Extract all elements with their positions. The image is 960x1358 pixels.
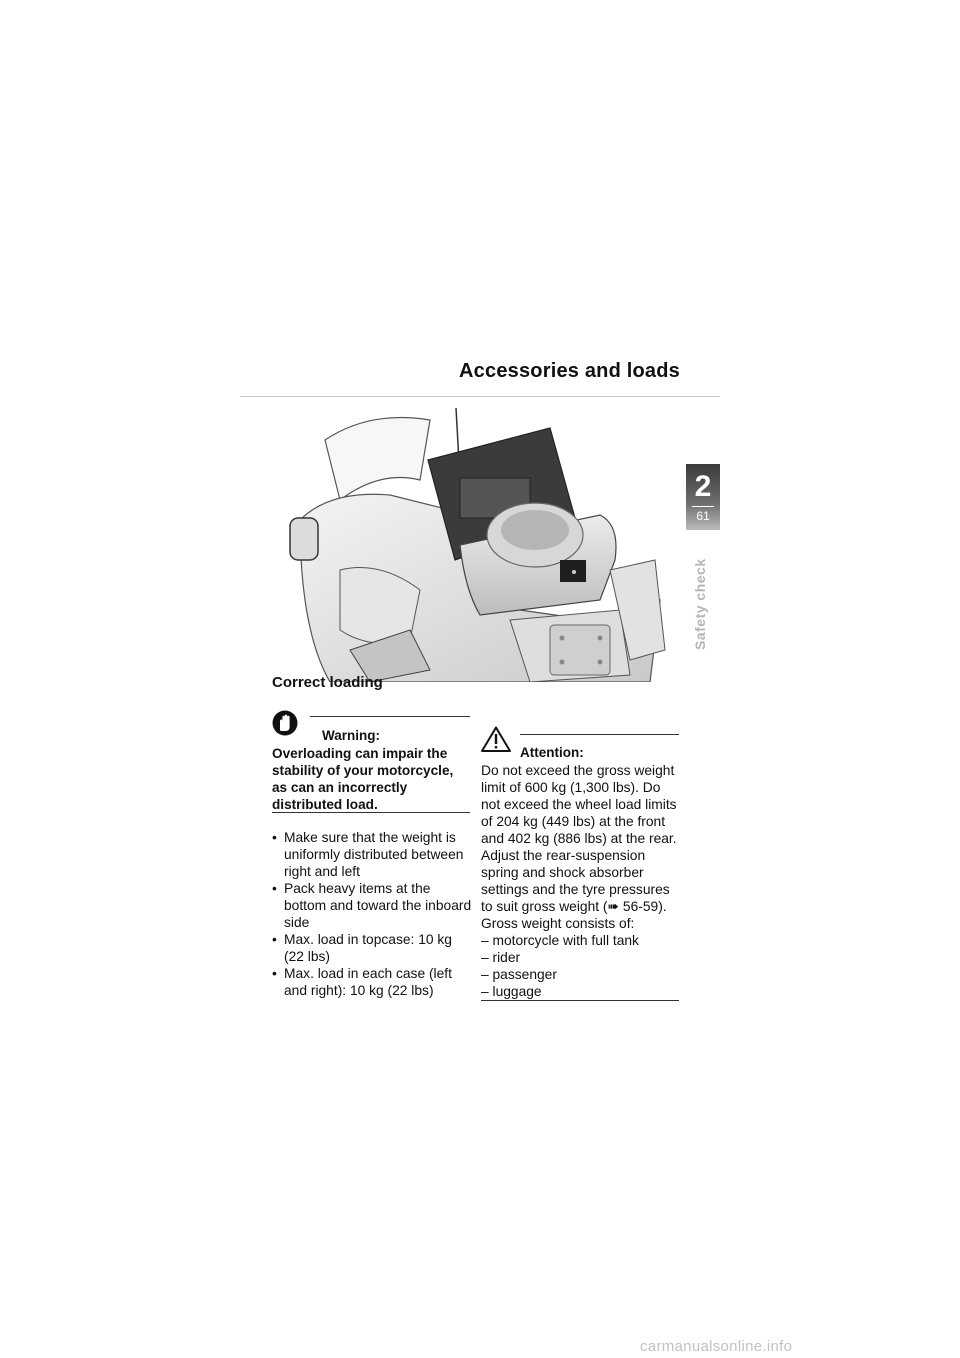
list-item: • Make sure that the weight is uniformly distributed between right and left bbox=[272, 829, 472, 880]
list-item: – motorcycle with full tank bbox=[481, 933, 639, 948]
warning-text: Overloading can impair the stability of your motorcycle, as can an incorrectly distributed load. bbox=[272, 746, 454, 812]
list-item: – rider bbox=[481, 950, 521, 965]
warning-label: Warning: bbox=[322, 728, 380, 743]
list-item: • Max. load in each case (left and right): 10 kg (22 lbs) bbox=[272, 965, 472, 999]
warning-rule-top bbox=[310, 716, 470, 717]
warning-triangle-icon bbox=[481, 726, 511, 752]
chapter-number: 2 bbox=[694, 470, 712, 503]
warning-rule-bottom bbox=[272, 812, 470, 813]
chapter-side-label: Safety check bbox=[692, 558, 708, 650]
loading-tips-list bbox=[272, 829, 472, 999]
attention-text: Do not exceed the gross weight limit of 600 kg (1,300 lbs). Do not exceed the wheel load limits of 204 kg (449 lbs) at the front and 402 kg (886 lbs) at the rear. Adjust the rear-suspension spring and shock absorber settings and the tyre pressures to suit gross weight (➠ 56-59). Gross weight consists of: bbox=[481, 763, 677, 931]
page-title: Accessories and loads bbox=[459, 360, 680, 382]
chapter-tab-divider bbox=[692, 506, 714, 507]
section-heading: Correct loading bbox=[272, 674, 383, 691]
title-divider bbox=[240, 396, 720, 397]
watermark: carmanualsonline.info bbox=[640, 1338, 793, 1355]
motorcycle-topcase-photo bbox=[270, 400, 680, 682]
list-item: • Max. load in topcase: 10 kg (22 lbs) bbox=[272, 931, 472, 965]
hand-stop-icon bbox=[272, 710, 298, 736]
list-item: – passenger bbox=[481, 967, 557, 982]
attention-rule-bottom bbox=[481, 1000, 679, 1001]
attention-rule-top bbox=[520, 734, 679, 735]
list-item: • Pack heavy items at the bottom and toward the inboard side bbox=[272, 880, 472, 931]
attention-label: Attention: bbox=[520, 745, 584, 760]
gross-weight-components-list bbox=[481, 932, 681, 1000]
list-item: – luggage bbox=[481, 984, 542, 999]
page-number: 61 bbox=[696, 509, 710, 523]
